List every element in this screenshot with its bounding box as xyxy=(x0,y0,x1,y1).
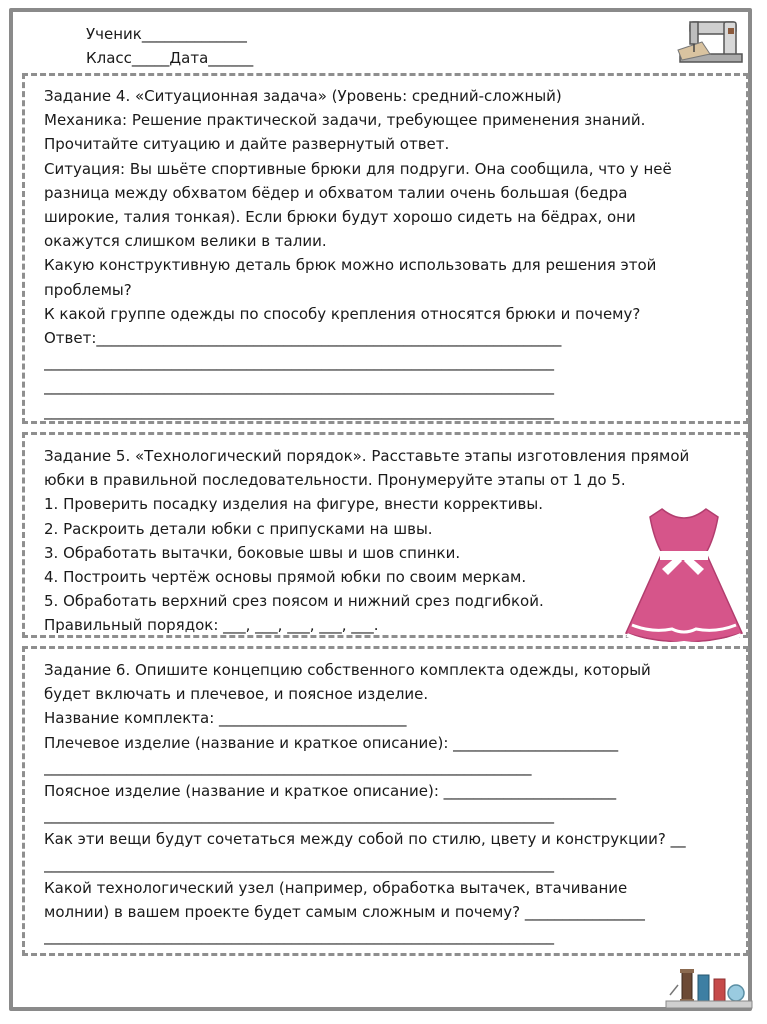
task-4-text: широкие, талия тонкая). Если брюки будут хорошо сидеть на бёдрах, они xyxy=(44,208,636,227)
task-5-order-answer[interactable]: Правильный порядок: ___, ___, ___, ___, ___. xyxy=(44,616,379,635)
task-6-title: Задание 6. Опишите концепцию собственного комплекта одежды, который xyxy=(44,661,651,679)
task-6-answer-line[interactable]: ____________________________________________________________________ xyxy=(44,806,554,825)
task-6-answer-line[interactable]: _________________________________________________________________ xyxy=(44,757,532,776)
sewing-supplies-icon xyxy=(664,965,754,1015)
task-4-text: Прочитайте ситуацию и дайте развернутый ответ. xyxy=(44,135,450,154)
task-4-text: разница между обхватом бёдер и обхватом талии очень большая (бедра xyxy=(44,183,628,202)
task-4-box xyxy=(22,73,749,424)
task-4-text: Ситуация: Вы шьёте спортивные брюки для подруги. Она сообщила, что у неё xyxy=(44,159,672,178)
task-4-answer-line[interactable]: ____________________________________________________________________ xyxy=(44,377,554,396)
task-6-answer-line[interactable]: ____________________________________________________________________ xyxy=(44,854,554,873)
task-4-answer-line[interactable]: ____________________________________________________________________ xyxy=(44,353,554,372)
task-5-step: 5. Обработать верхний срез поясом и нижний срез подгибкой. xyxy=(44,592,544,611)
set-name-field[interactable]: Название комплекта: _________________________ xyxy=(44,709,407,728)
task-6-text: Какой технологический узел (например, обработка вытачек, втачивание xyxy=(44,878,628,897)
task-4-title: Задание 4. «Ситуационная задача» (Уровень: средний-сложный) xyxy=(44,87,562,105)
student-header xyxy=(86,22,253,70)
sewing-machine-icon xyxy=(676,14,746,76)
student-name-line[interactable]: Ученик______________ xyxy=(86,25,247,43)
task-4-text: Механика: Решение практической задачи, требующее применения знаний. xyxy=(44,111,646,130)
task-4-answer-line[interactable]: ____________________________________________________________________ xyxy=(44,401,554,420)
task-5-title: Задание 5. «Технологический порядок». Расставьте этапы изготовления прямой xyxy=(44,447,690,465)
shoulder-item-field[interactable]: Плечевое изделие (название и краткое описание): ______________________ xyxy=(44,733,619,752)
waist-item-field[interactable]: Поясное изделие (название и краткое описание): _______________________ xyxy=(44,782,617,801)
task-4-text: окажутся слишком велики в талии. xyxy=(44,232,327,251)
combination-question[interactable]: Как эти вещи будут сочетаться между собой по стилю, цвету и конструкции? __ xyxy=(44,830,686,849)
task-5-step: 3. Обработать вытачки, боковые швы и шов спинки. xyxy=(44,543,461,562)
task-5-step: 4. Построить чертёж основы прямой юбки по своим меркам. xyxy=(44,568,527,587)
task-4-text: проблемы? xyxy=(44,280,132,299)
task-5-text: юбки в правильной последовательности. Пронумеруйте этапы от 1 до 5. xyxy=(44,471,626,490)
task-6-answer-line[interactable]: ____________________________________________________________________ xyxy=(44,927,554,946)
task-5-step: 2. Раскроить детали юбки с припусками на швы. xyxy=(44,519,433,538)
task-5-step: 1. Проверить посадку изделия на фигуре, внести коррективы. xyxy=(44,495,543,514)
class-date-line[interactable]: Класс_____Дата______ xyxy=(86,49,254,67)
dress-icon xyxy=(622,505,746,655)
task-4-text: К какой группе одежды по способу крепления относятся брюки и почему? xyxy=(44,304,641,323)
task-6-box xyxy=(22,646,749,956)
task-4-text: Какую конструктивную деталь брюк можно использовать для решения этой xyxy=(44,256,657,275)
tech-unit-field[interactable]: молнии) в вашем проекте будет самым сложным и почему? ________________ xyxy=(44,903,645,922)
task-4-answer-line[interactable]: Ответ:______________________________________________________________ xyxy=(44,329,562,348)
task-6-text: будет включать и плечевое, и поясное изделие. xyxy=(44,685,429,704)
